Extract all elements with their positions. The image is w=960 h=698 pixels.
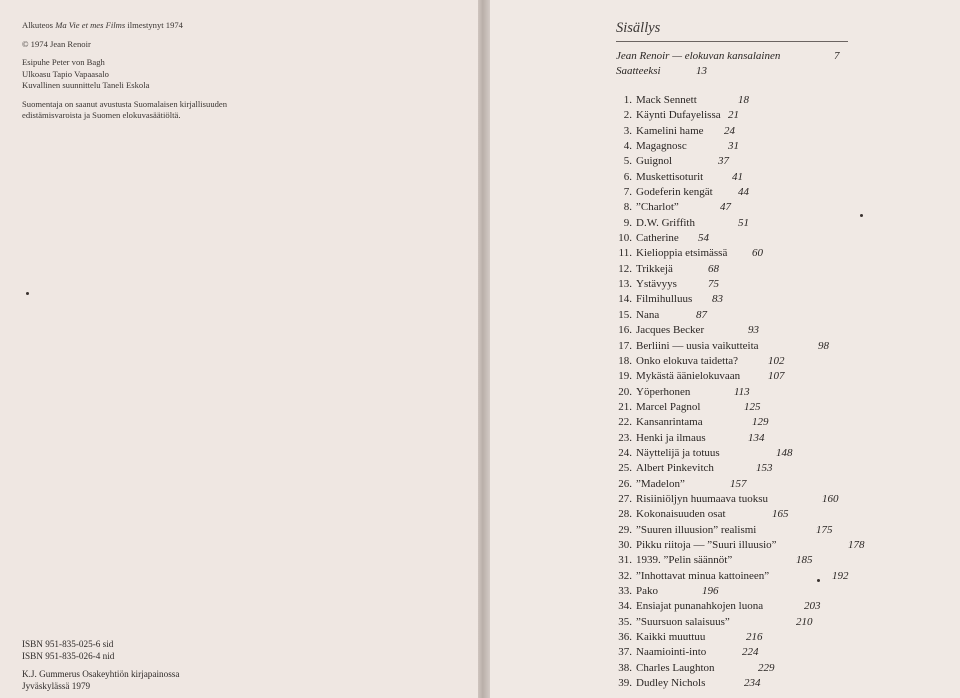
entry-number: 6. (623, 170, 632, 183)
toc-entry (616, 108, 956, 123)
entry-page-number: 107 (768, 370, 785, 383)
entry-title: Näyttelijä ja totuus (636, 446, 720, 459)
printer-line: Jyväskylässä 1979 (22, 681, 91, 691)
toc-heading: Sisällys (616, 20, 661, 36)
entry-page-number: 51 (738, 216, 749, 229)
entry-title: Kansanrintama (636, 416, 703, 429)
entry-title: D.W. Griffith (636, 216, 695, 229)
entry-title: Ensiajat punanahkojen luona (636, 600, 764, 613)
entry-title: Catherine (636, 232, 679, 245)
entry-number: 7. (623, 186, 632, 199)
entry-number: 30. (618, 538, 632, 551)
entry-title: Godeferin kengät (636, 186, 713, 199)
entry-number: 32. (618, 569, 632, 582)
entry-title: Mykästä äänielokuvaan (636, 370, 741, 383)
entry-page-number: 24 (724, 124, 735, 137)
entry-title: ”Suuren illuusion” realismi (636, 523, 757, 536)
entry-number: 1. (623, 94, 632, 106)
entry-page-number: 83 (712, 293, 723, 306)
entry-page-number: 216 (746, 631, 763, 644)
entry-page-number: 160 (822, 492, 839, 505)
toc-entry (616, 400, 956, 415)
entry-page-number: 31 (728, 140, 739, 153)
copyright-block (22, 20, 250, 129)
entry-title: Muskettisoturit (636, 170, 704, 183)
toc-entry (616, 615, 956, 630)
entry-title: Ystävyys (636, 278, 677, 291)
printer-line: K.J. Gummerus Osakeyhtiön kirjapainossa (22, 669, 180, 679)
toc-entry (616, 661, 956, 676)
toc-entry (616, 231, 956, 246)
heading-rule (616, 41, 848, 42)
credit-line: Ulkoasu Tapio Vapaasalo (22, 68, 109, 79)
toc-entry (616, 323, 956, 338)
entry-number: 3. (623, 124, 632, 137)
toc-intro-item (616, 64, 707, 78)
toc-entry (616, 523, 956, 538)
entry-page-number: 21 (728, 109, 739, 122)
toc-intro-item (616, 49, 840, 63)
entry-number: 5. (623, 155, 632, 168)
left-page (0, 0, 478, 698)
toc-list (616, 93, 956, 691)
entry-number: 10. (618, 232, 632, 245)
entry-title: Filmihulluus (636, 293, 693, 306)
entry-title: Yöperhonen (636, 385, 691, 398)
toc-entry (616, 676, 956, 691)
entry-page-number: 47 (720, 201, 731, 214)
entry-page-number: 157 (730, 477, 747, 490)
entry-number: 15. (618, 308, 632, 321)
credit-line: Kuvallinen suunnittelu Taneli Eskola (22, 80, 150, 90)
toc-entry (616, 385, 956, 400)
entry-number: 28. (618, 508, 632, 521)
entry-title: Nana (636, 308, 660, 321)
entry-number: 17. (618, 339, 632, 352)
entry-page-number: 87 (696, 308, 707, 321)
toc-entry (616, 569, 956, 584)
toc-entry (616, 308, 956, 323)
entry-title: Pikku riitoja — ”Suuri illuusio” (636, 538, 777, 551)
grant-note: Suomentaja on saanut avustusta Suomalaisen kirjallisuuden edistämisvaroista ja Suomen elokuvasäätiöltä. (22, 98, 228, 120)
entry-page-number: 98 (818, 339, 829, 352)
entry-title: ”Inhottavat minua kattoineen” (636, 569, 770, 582)
entry-number: 38. (618, 661, 632, 674)
toc-entry (616, 415, 956, 430)
toc-entry (616, 599, 956, 614)
entry-title: Trikkejä (636, 262, 673, 275)
toc-entry (616, 277, 956, 292)
entry-title: Charles Laughton (636, 661, 715, 674)
entry-title: ”Charlot” (636, 201, 679, 214)
toc-entry (616, 431, 956, 446)
toc-entry (616, 170, 956, 185)
toc-entry (616, 507, 956, 522)
isbn-line: ISBN 951-835-026-4 nid (22, 651, 115, 661)
toc-entry (616, 93, 956, 108)
entry-number: 26. (618, 477, 632, 490)
toc-entry (616, 446, 956, 461)
entry-number: 14. (618, 293, 632, 306)
book-gutter (478, 0, 490, 698)
toc-entry (616, 246, 956, 261)
entry-number: 2. (623, 109, 632, 122)
entry-page-number: 102 (768, 354, 785, 367)
toc-entry (616, 630, 956, 645)
entry-title: Pako (636, 585, 658, 597)
entry-number: 31. (618, 554, 632, 567)
entry-number: 39. (618, 677, 632, 690)
copyright-line: © 1974 Jean Renoir (22, 38, 91, 49)
entry-page-number: 165 (772, 508, 789, 521)
toc-entry (616, 154, 956, 169)
intro-page: 13 (696, 65, 707, 77)
entry-page-number: 68 (708, 262, 719, 275)
entry-page-number: 44 (738, 186, 749, 199)
entry-page-number: 234 (744, 677, 761, 690)
toc-entry (616, 124, 956, 139)
entry-title: Käynti Dufayelissa (636, 109, 721, 122)
toc-entry (616, 553, 956, 568)
entry-number: 22. (618, 416, 632, 429)
toc-entry (616, 292, 956, 307)
entry-title: Kamelini hame (636, 124, 704, 137)
entry-page-number: 60 (752, 247, 763, 260)
bibliographic-info (22, 638, 179, 692)
toc-entry (616, 200, 956, 215)
entry-number: 19. (618, 370, 632, 383)
entry-title: Onko elokuva taidetta? (636, 354, 739, 367)
right-page (490, 0, 960, 698)
entry-title: Guignol (636, 155, 673, 168)
entry-page-number: 185 (796, 554, 813, 567)
entry-title: Berliini — uusia vaikutteita (636, 339, 759, 352)
entry-number: 21. (618, 400, 632, 413)
entry-title: ”Suursuon salaisuus” (636, 615, 730, 628)
entry-number: 33. (618, 585, 632, 597)
toc-entry (616, 584, 956, 599)
entry-number: 8. (623, 201, 632, 214)
entry-page-number: 54 (698, 232, 709, 245)
entry-page-number: 229 (758, 661, 775, 674)
entry-title: Kokonaisuuden osat (636, 508, 726, 521)
entry-page-number: 93 (748, 324, 759, 337)
entry-title: Risiiniöljyn huumaava tuoksu (636, 492, 768, 505)
entry-number: 37. (618, 646, 632, 659)
entry-number: 4. (623, 140, 632, 153)
intro-title: Saatteeksi (616, 65, 661, 77)
entry-title: Albert Pinkevitch (636, 462, 714, 475)
intro-page: 7 (834, 50, 840, 62)
entry-number: 27. (618, 492, 632, 505)
toc-entry (616, 369, 956, 384)
entry-number: 25. (618, 462, 632, 475)
entry-number: 16. (618, 324, 632, 337)
entry-title: 1939. ”Pelin säännöt” (636, 554, 733, 567)
entry-title: Jacques Becker (636, 324, 705, 337)
entry-page-number: 153 (756, 462, 773, 475)
credit-line: Esipuhe Peter von Bagh (22, 57, 105, 67)
entry-title: Dudley Nichols (636, 677, 706, 690)
entry-title: Magagnosc (636, 140, 687, 153)
toc-entry (616, 538, 956, 553)
toc-entry (616, 139, 956, 154)
entry-page-number: 178 (848, 538, 865, 551)
entry-title: Henki ja ilmaus (636, 431, 706, 444)
entry-title: Kielioppia etsimässä (636, 247, 728, 260)
entry-number: 35. (618, 615, 632, 628)
entry-page-number: 18 (738, 94, 749, 106)
credits (22, 57, 250, 92)
entry-title: Kaikki muuttuu (636, 631, 706, 644)
entry-page-number: 134 (748, 431, 765, 444)
entry-page-number: 224 (742, 646, 759, 659)
entry-page-number: 113 (734, 385, 750, 398)
entry-number: 9. (623, 216, 632, 229)
intro-title: Jean Renoir — elokuvan kansalainen (616, 50, 781, 62)
entry-page-number: 196 (702, 585, 719, 597)
entry-number: 23. (618, 431, 632, 444)
entry-page-number: 41 (732, 170, 743, 183)
toc-entry (616, 216, 956, 231)
entry-number: 24. (618, 446, 632, 459)
toc-entry (616, 461, 956, 476)
entry-title: Mack Sennett (636, 94, 697, 106)
toc-entry (616, 185, 956, 200)
entry-page-number: 192 (832, 569, 849, 582)
entry-page-number: 75 (708, 278, 719, 291)
entry-title: ”Madelon” (636, 477, 685, 490)
entry-number: 18. (618, 354, 632, 367)
entry-number: 13. (618, 278, 632, 291)
entry-number: 20. (618, 385, 632, 398)
entry-page-number: 37 (718, 155, 729, 168)
entry-page-number: 125 (744, 400, 761, 413)
entry-number: 11. (618, 247, 632, 260)
entry-number: 12. (618, 262, 632, 275)
entry-number: 36. (618, 631, 632, 644)
entry-page-number: 210 (796, 615, 813, 628)
toc-entry (616, 262, 956, 277)
toc-entry (616, 354, 956, 369)
isbn-line: ISBN 951-835-025-6 sid (22, 639, 114, 649)
entry-page-number: 148 (776, 446, 793, 459)
toc-entry (616, 492, 956, 507)
toc-entry (616, 477, 956, 492)
entry-page-number: 203 (804, 600, 821, 613)
toc-entry (616, 339, 956, 354)
entry-page-number: 175 (816, 523, 833, 536)
entry-page-number: 129 (752, 416, 769, 429)
original-title: Ma Vie et mes Films (55, 20, 126, 30)
toc-entry (616, 645, 956, 660)
original-title-line: Alkuteos Ma Vie et mes Films ilmestynyt 1974 (22, 20, 183, 30)
entry-title: Marcel Pagnol (636, 400, 701, 413)
entry-number: 29. (618, 523, 632, 536)
entry-number: 34. (618, 600, 632, 613)
entry-title: Naamiointi-into (636, 646, 707, 659)
